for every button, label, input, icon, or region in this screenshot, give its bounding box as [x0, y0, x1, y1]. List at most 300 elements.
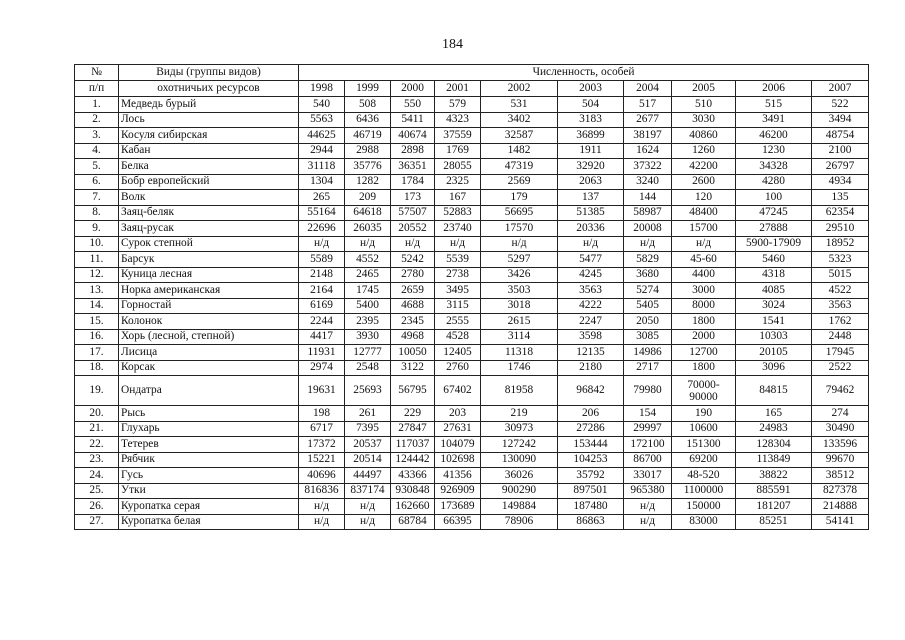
count-cell: 173 [391, 190, 435, 206]
count-cell: 149884 [481, 499, 558, 515]
count-cell: 83000 [672, 514, 736, 530]
count-cell: 2247 [558, 314, 624, 330]
table-row [75, 499, 869, 515]
header-year: 2001 [435, 81, 481, 97]
count-cell: 81958 [481, 376, 558, 406]
count-cell: н/д [345, 236, 391, 252]
count-cell: 3000 [672, 283, 736, 299]
species-name: Колонок [119, 314, 299, 330]
count-cell: 540 [299, 97, 345, 113]
count-cell: 4318 [736, 267, 812, 283]
count-cell: 48-520 [672, 468, 736, 484]
count-cell: 40696 [299, 468, 345, 484]
count-cell: 64618 [345, 205, 391, 221]
count-cell: 6169 [299, 298, 345, 314]
count-cell: 2522 [812, 360, 869, 376]
species-name: Куница лесная [119, 267, 299, 283]
row-number: 22. [75, 437, 119, 453]
count-cell: 2760 [435, 360, 481, 376]
count-cell: 1624 [624, 143, 672, 159]
row-number: 15. [75, 314, 119, 330]
table-row [75, 468, 869, 484]
row-number: 21. [75, 421, 119, 437]
table-row [75, 437, 869, 453]
count-cell: 44625 [299, 128, 345, 144]
count-cell: 3122 [391, 360, 435, 376]
count-cell: 45-60 [672, 252, 736, 268]
species-name: Барсук [119, 252, 299, 268]
table-row [75, 236, 869, 252]
count-cell: 837174 [345, 483, 391, 499]
table-row [75, 406, 869, 422]
count-cell: 190 [672, 406, 736, 422]
table-row [75, 205, 869, 221]
species-name: Медведь бурый [119, 97, 299, 113]
count-cell: 2555 [435, 314, 481, 330]
count-cell: 11318 [481, 345, 558, 361]
count-cell: 5900-17909 [736, 236, 812, 252]
count-cell: 20552 [391, 221, 435, 237]
count-cell: 20105 [736, 345, 812, 361]
table-row [75, 190, 869, 206]
count-cell: 4528 [435, 329, 481, 345]
count-cell: 117037 [391, 437, 435, 453]
count-cell: 198 [299, 406, 345, 422]
count-cell: 37559 [435, 128, 481, 144]
count-cell: 8000 [672, 298, 736, 314]
count-cell: 133596 [812, 437, 869, 453]
header-year: 2003 [558, 81, 624, 97]
row-number: 19. [75, 376, 119, 406]
table-row [75, 143, 869, 159]
table-row [75, 360, 869, 376]
count-cell: 3494 [812, 112, 869, 128]
count-cell: 3503 [481, 283, 558, 299]
count-cell: 26797 [812, 159, 869, 175]
count-cell: 515 [736, 97, 812, 113]
count-cell: 5411 [391, 112, 435, 128]
count-cell: 1282 [345, 174, 391, 190]
species-name: Рысь [119, 406, 299, 422]
count-cell: 219 [481, 406, 558, 422]
count-cell: 1769 [435, 143, 481, 159]
count-cell: 154 [624, 406, 672, 422]
count-cell: 26035 [345, 221, 391, 237]
count-cell: 4085 [736, 283, 812, 299]
count-cell: 1745 [345, 283, 391, 299]
count-cell: 1100000 [672, 483, 736, 499]
count-cell: 206 [558, 406, 624, 422]
count-cell: 32920 [558, 159, 624, 175]
count-cell: 104079 [435, 437, 481, 453]
game-resources-table [74, 64, 869, 530]
count-cell: 68784 [391, 514, 435, 530]
count-cell: 3563 [558, 283, 624, 299]
header-number-line2: п/п [75, 81, 119, 97]
count-cell: 48754 [812, 128, 869, 144]
table-row [75, 221, 869, 237]
count-cell: 2717 [624, 360, 672, 376]
count-cell: н/д [672, 236, 736, 252]
count-cell: 187480 [558, 499, 624, 515]
row-number: 23. [75, 452, 119, 468]
count-cell: 5400 [345, 298, 391, 314]
count-cell: 51385 [558, 205, 624, 221]
count-cell: 27286 [558, 421, 624, 437]
count-cell: 5274 [624, 283, 672, 299]
count-cell: 167 [435, 190, 481, 206]
count-cell: 4934 [812, 174, 869, 190]
count-cell: 27631 [435, 421, 481, 437]
count-cell: 550 [391, 97, 435, 113]
row-number: 8. [75, 205, 119, 221]
count-cell: 10600 [672, 421, 736, 437]
header-year: 2002 [481, 81, 558, 97]
count-cell: 165 [736, 406, 812, 422]
count-cell: 203 [435, 406, 481, 422]
count-cell: 14986 [624, 345, 672, 361]
count-cell: 18952 [812, 236, 869, 252]
count-cell: 1230 [736, 143, 812, 159]
count-cell: 3018 [481, 298, 558, 314]
count-cell: 20008 [624, 221, 672, 237]
count-cell: 5242 [391, 252, 435, 268]
count-cell: 135 [812, 190, 869, 206]
row-number: 10. [75, 236, 119, 252]
species-name: Утки [119, 483, 299, 499]
table-body [75, 97, 869, 530]
count-cell: 2988 [345, 143, 391, 159]
count-cell: 3402 [481, 112, 558, 128]
species-name: Тетерев [119, 437, 299, 453]
count-cell: 3680 [624, 267, 672, 283]
count-cell: 579 [435, 97, 481, 113]
count-cell: 24983 [736, 421, 812, 437]
count-cell: 4222 [558, 298, 624, 314]
count-cell: 35776 [345, 159, 391, 175]
count-cell: 4417 [299, 329, 345, 345]
count-cell: 22696 [299, 221, 345, 237]
count-cell: 2000 [672, 329, 736, 345]
count-cell: 40674 [391, 128, 435, 144]
count-cell: 885591 [736, 483, 812, 499]
count-cell: 1482 [481, 143, 558, 159]
count-cell: 20537 [345, 437, 391, 453]
count-cell: 17945 [812, 345, 869, 361]
count-cell: 3563 [812, 298, 869, 314]
count-cell: 32587 [481, 128, 558, 144]
row-number: 9. [75, 221, 119, 237]
count-cell: 40860 [672, 128, 736, 144]
count-cell: 172100 [624, 437, 672, 453]
table-row [75, 314, 869, 330]
count-cell: 5405 [624, 298, 672, 314]
count-cell: 70000- 90000 [672, 376, 736, 406]
table-row [75, 97, 869, 113]
count-cell: 2548 [345, 360, 391, 376]
row-number: 7. [75, 190, 119, 206]
row-number: 14. [75, 298, 119, 314]
row-number: 6. [75, 174, 119, 190]
count-cell: 42200 [672, 159, 736, 175]
count-cell: 2738 [435, 267, 481, 283]
count-cell: 173689 [435, 499, 481, 515]
species-name: Горностай [119, 298, 299, 314]
count-cell: 12135 [558, 345, 624, 361]
count-cell: 86700 [624, 452, 672, 468]
count-cell: 265 [299, 190, 345, 206]
count-cell: 41356 [435, 468, 481, 484]
count-cell: н/д [624, 514, 672, 530]
count-cell: 5829 [624, 252, 672, 268]
count-cell: 2063 [558, 174, 624, 190]
count-cell: 67402 [435, 376, 481, 406]
header-year: 2004 [624, 81, 672, 97]
count-cell: 6436 [345, 112, 391, 128]
count-cell: 2780 [391, 267, 435, 283]
row-number: 26. [75, 499, 119, 515]
count-cell: 25693 [345, 376, 391, 406]
count-cell: 5539 [435, 252, 481, 268]
count-cell: 48400 [672, 205, 736, 221]
count-cell: 104253 [558, 452, 624, 468]
count-cell: 4245 [558, 267, 624, 283]
count-cell: 17570 [481, 221, 558, 237]
species-name: Косуля сибирская [119, 128, 299, 144]
count-cell: 965380 [624, 483, 672, 499]
count-cell: 2100 [812, 143, 869, 159]
row-number: 17. [75, 345, 119, 361]
count-cell: 6717 [299, 421, 345, 437]
count-cell: 1911 [558, 143, 624, 159]
count-cell: 2600 [672, 174, 736, 190]
count-cell: 10050 [391, 345, 435, 361]
count-cell: 84815 [736, 376, 812, 406]
species-name: Лось [119, 112, 299, 128]
count-cell: 2244 [299, 314, 345, 330]
count-cell: 1746 [481, 360, 558, 376]
count-cell: 504 [558, 97, 624, 113]
header-count-title: Численность, особей [299, 65, 869, 81]
count-cell: 510 [672, 97, 736, 113]
count-cell: 3085 [624, 329, 672, 345]
species-name: Рябчик [119, 452, 299, 468]
count-cell: 4968 [391, 329, 435, 345]
count-cell: 36899 [558, 128, 624, 144]
count-cell: 56695 [481, 205, 558, 221]
count-cell: 35792 [558, 468, 624, 484]
header-year: 1999 [345, 81, 391, 97]
species-name: Волк [119, 190, 299, 206]
species-name: Гусь [119, 468, 299, 484]
table-row [75, 421, 869, 437]
count-cell: 37322 [624, 159, 672, 175]
row-number: 27. [75, 514, 119, 530]
count-cell: 3491 [736, 112, 812, 128]
count-cell: 4400 [672, 267, 736, 283]
header-year: 1998 [299, 81, 345, 97]
count-cell: 274 [812, 406, 869, 422]
count-cell: 5323 [812, 252, 869, 268]
header-year: 2007 [812, 81, 869, 97]
count-cell: 52883 [435, 205, 481, 221]
species-name: Бобр европейский [119, 174, 299, 190]
count-cell: 20514 [345, 452, 391, 468]
count-cell: 7395 [345, 421, 391, 437]
count-cell: н/д [558, 236, 624, 252]
count-cell: 3024 [736, 298, 812, 314]
count-cell: 102698 [435, 452, 481, 468]
count-cell: 930848 [391, 483, 435, 499]
count-cell: 151300 [672, 437, 736, 453]
count-cell: 2164 [299, 283, 345, 299]
count-cell: 62354 [812, 205, 869, 221]
species-name: Кабан [119, 143, 299, 159]
count-cell: 5563 [299, 112, 345, 128]
header-species-line1: Виды (группы видов) [119, 65, 299, 81]
count-cell: 1541 [736, 314, 812, 330]
table-row [75, 267, 869, 283]
count-cell: 5015 [812, 267, 869, 283]
table-row [75, 112, 869, 128]
count-cell: 3240 [624, 174, 672, 190]
species-name: Хорь (лесной, степной) [119, 329, 299, 345]
table-row [75, 283, 869, 299]
count-cell: 1260 [672, 143, 736, 159]
table-row [75, 174, 869, 190]
count-cell: 69200 [672, 452, 736, 468]
count-cell: 4280 [736, 174, 812, 190]
count-cell: 3096 [736, 360, 812, 376]
count-cell: 179 [481, 190, 558, 206]
count-cell: 531 [481, 97, 558, 113]
count-cell: 99670 [812, 452, 869, 468]
count-cell: 2659 [391, 283, 435, 299]
species-name: Сурок степной [119, 236, 299, 252]
species-name: Белка [119, 159, 299, 175]
table-row [75, 252, 869, 268]
count-cell: 181207 [736, 499, 812, 515]
count-cell: 27888 [736, 221, 812, 237]
count-cell: 47245 [736, 205, 812, 221]
count-cell: 56795 [391, 376, 435, 406]
count-cell: 2148 [299, 267, 345, 283]
row-number: 11. [75, 252, 119, 268]
count-cell: 5477 [558, 252, 624, 268]
row-number: 1. [75, 97, 119, 113]
header-year: 2000 [391, 81, 435, 97]
count-cell: 55164 [299, 205, 345, 221]
row-number: 24. [75, 468, 119, 484]
count-cell: 2974 [299, 360, 345, 376]
count-cell: 2325 [435, 174, 481, 190]
count-cell: 15700 [672, 221, 736, 237]
count-cell: 4552 [345, 252, 391, 268]
count-cell: 36351 [391, 159, 435, 175]
count-cell: 79462 [812, 376, 869, 406]
species-name: Заяц-русак [119, 221, 299, 237]
count-cell: 19631 [299, 376, 345, 406]
count-cell: 3183 [558, 112, 624, 128]
row-number: 3. [75, 128, 119, 144]
count-cell: 96842 [558, 376, 624, 406]
count-cell: 1800 [672, 360, 736, 376]
species-name: Корсак [119, 360, 299, 376]
count-cell: 4323 [435, 112, 481, 128]
count-cell: 900290 [481, 483, 558, 499]
count-cell: 29510 [812, 221, 869, 237]
count-cell: 2050 [624, 314, 672, 330]
count-cell: 30490 [812, 421, 869, 437]
header-species-line2: охотничьих ресурсов [119, 81, 299, 97]
count-cell: 38822 [736, 468, 812, 484]
count-cell: н/д [624, 236, 672, 252]
count-cell: 1800 [672, 314, 736, 330]
count-cell: 86863 [558, 514, 624, 530]
species-name: Заяц-беляк [119, 205, 299, 221]
count-cell: н/д [481, 236, 558, 252]
table-row [75, 329, 869, 345]
count-cell: 214888 [812, 499, 869, 515]
row-number: 5. [75, 159, 119, 175]
count-cell: 153444 [558, 437, 624, 453]
count-cell: 4688 [391, 298, 435, 314]
count-cell: 2465 [345, 267, 391, 283]
count-cell: 2944 [299, 143, 345, 159]
count-cell: 1784 [391, 174, 435, 190]
count-cell: 12777 [345, 345, 391, 361]
count-cell: 128304 [736, 437, 812, 453]
count-cell: 38197 [624, 128, 672, 144]
count-cell: 78906 [481, 514, 558, 530]
count-cell: 1762 [812, 314, 869, 330]
count-cell: 20336 [558, 221, 624, 237]
count-cell: 508 [345, 97, 391, 113]
row-number: 13. [75, 283, 119, 299]
count-cell: 100 [736, 190, 812, 206]
species-name: Норка американская [119, 283, 299, 299]
header-number-line1: № [75, 65, 119, 81]
count-cell: 2180 [558, 360, 624, 376]
count-cell: 29997 [624, 421, 672, 437]
count-cell: 58987 [624, 205, 672, 221]
count-cell: 926909 [435, 483, 481, 499]
count-cell: н/д [299, 514, 345, 530]
count-cell: 2569 [481, 174, 558, 190]
row-number: 2. [75, 112, 119, 128]
row-number: 4. [75, 143, 119, 159]
count-cell: 150000 [672, 499, 736, 515]
count-cell: 27847 [391, 421, 435, 437]
count-cell: 124442 [391, 452, 435, 468]
count-cell: 33017 [624, 468, 672, 484]
count-cell: 11931 [299, 345, 345, 361]
count-cell: 10303 [736, 329, 812, 345]
count-cell: 3930 [345, 329, 391, 345]
count-cell: 15221 [299, 452, 345, 468]
count-cell: 127242 [481, 437, 558, 453]
count-cell: 43366 [391, 468, 435, 484]
table-row [75, 376, 869, 406]
count-cell: 144 [624, 190, 672, 206]
count-cell: 44497 [345, 468, 391, 484]
count-cell: 34328 [736, 159, 812, 175]
count-cell: 36026 [481, 468, 558, 484]
count-cell: 2898 [391, 143, 435, 159]
count-cell: 229 [391, 406, 435, 422]
count-cell: н/д [299, 236, 345, 252]
count-cell: 85251 [736, 514, 812, 530]
